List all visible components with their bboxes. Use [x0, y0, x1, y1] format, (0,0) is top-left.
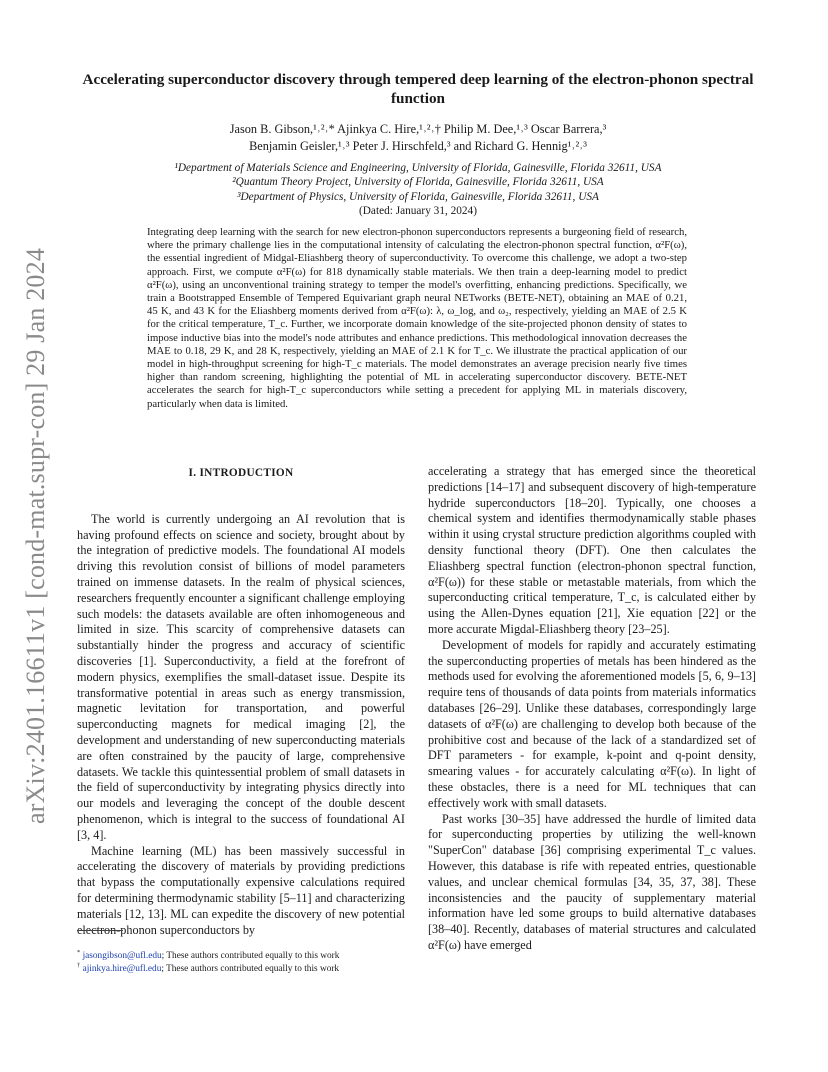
- body-paragraph: Past works [30–35] have addressed the hurdle of limited data for superconducting properties by utilizing the well-known "SuperCon" database [36] comprising experimental T_c values. However, this database is rife with repeated entries, questionable values, and unclear chemical formulas [34, 35, 37, 38]. These inconsistencies and the paucity of supplementary material information have led some groups to build alternative databases [38–40]. Recently, databases of material structures and calculated α²F(ω) have emerged: [428, 811, 756, 952]
- abstract: Integrating deep learning with the search for new electron-phonon superconductors represents a burgeoning field of research, where the primary challenge lies in the computational intensity of calculating the electron-phonon spectral function, α²F(ω), the essential ingredient of Midgal-Eliashberg theory of superconductivity. To overcome this challenge, we adopt a two-step approach. First, we compute α²F(ω) for 818 dynamically stable materials. We then train a deep-learning model to predict α²F(ω), using an unconventional training strategy to temper the model's overfitting, enhancing predictions. Specifically, we train a Bootstrapped Ensemble of Tempered Equivariant graph neural NETworks (BETE-NET), obtaining an MAE of 0.21, 45 K, and 43 K for the Eliashberg moments derived from α²F(ω): λ, ω_log, and ω₂, respectively, yielding an MAE of 2.5 K for the critical temperature, T_c. Further, we incorporate domain knowledge of the site-projected phonon density of states to impose inductive bias into the model's node attributes and enhance predictions. This methodological innovation decreases the MAE to 0.18, 29 K, and 28 K, respectively, yielding an MAE of 2.1 K for T_c. We illustrate the practical application of our model in high-throughput screening for high-T_c materials. The model demonstrates an average precision nearly five times higher than random screening, highlighting the potential of ML in accelerating superconductor discovery. BETE-NET accelerates the search for high-T_c superconductors while setting a precedent for applying ML in materials discovery, particularly when data is limited.: [147, 226, 687, 410]
- body-paragraph: The world is currently undergoing an AI revolution that is having profound effects on science and society, brought about by the integration of predictive models. The foundational AI models driving this revolution consist of billions of model parameters trained on immense datasets. In the realm of physical sciences, researchers frequently encounter a significant challenge employing such models: the datasets available are often inhomogeneous and limited in size. This scarcity of comprehensive datasets can substantially hinder the progress and accuracy of scientific discoveries [1]. Superconductivity, a field at the forefront of modern physics, exemplifies the small-dataset issue. Despite its transformative potential in areas such as energy transmission, magnetic levitation for transportation, and powerful superconducting magnets for medical imaging [2], the development and understanding of new superconducting materials are often constrained by the paucity of large, comprehensive datasets. We tackle this quintessential problem of small datasets in the field of superconductivity by integrating physics directly into our models and leveraging the concept of the double descent phenomenon, which is integral to the success of foundational AI [3, 4].: [77, 511, 405, 842]
- email-link[interactable]: jasongibson@ufl.edu: [82, 951, 162, 961]
- footnote-2: [77, 963, 417, 976]
- arxiv-identifier: [16, 236, 56, 836]
- footnote-mark: †: [77, 962, 81, 970]
- footnote-divider: [77, 930, 123, 931]
- affiliation-2: ²Quantum Theory Project, University of Florida, Gainesville, Florida 32611, USA: [232, 176, 604, 189]
- affiliations: [80, 161, 756, 219]
- left-column: [77, 464, 405, 938]
- footnotes: [77, 950, 417, 977]
- section-heading-introduction: I. INTRODUCTION: [188, 467, 294, 479]
- affiliation-3: ³Department of Physics, University of Florida, Gainesville, Florida 32611, USA: [237, 190, 599, 203]
- body-paragraph: Machine learning (ML) has been massively successful in accelerating the discovery of materials by providing predictions that bypass the computationally expensive calculations required for determining thermodynamic stability [5–11] and characterizing materials [12, 13]. ML can expedite the discovery of new potential electron-phonon superconductors by: [77, 843, 405, 937]
- paper-title: Accelerating superconductor discovery through tempered deep learning of the electron-phonon spectral function: [82, 71, 754, 107]
- body-paragraph: accelerating a strategy that has emerged since the theoretical predictions [14–17] and subsequent discovery of high-temperature hydride superconductors [18–20]. Typically, one chooses a chemical system and identifies thermodynamically stable phases within it using crystal structure prediction algorithms coupled with density functional theory (DFT). One then calculates the Eliashberg spectral function (electron-phonon spectral function, α²F(ω)) for these stable or metastable materials, from which the superconducting critical temperature, T_c, is calculated either by using the Allen-Dynes equation [21], Xie equation [22] or the more accurate Migdal-Eliashberg theory [23–25].: [428, 464, 756, 636]
- footnote-1: [77, 950, 417, 963]
- author-line-1: Jason B. Gibson,¹˒²˒* Ajinkya C. Hire,¹˒²˒† Philip M. Dee,¹˒³ Oscar Barrera,³: [229, 122, 607, 136]
- affiliation-1: ¹Department of Materials Science and Engineering, University of Florida, Gainesville, Florida 32611, USA: [174, 162, 662, 174]
- footnote-text: ; These authors contributed equally to this work: [161, 964, 340, 975]
- date-line: (Dated: January 31, 2024): [359, 205, 477, 218]
- right-column: [428, 464, 756, 954]
- footnote-text: ; These authors contributed equally to this work: [161, 951, 340, 961]
- author-list: [80, 121, 756, 155]
- author-line-2: Benjamin Geisler,¹˒³ Peter J. Hirschfeld,³ and Richard G. Hennig¹˒²˒³: [249, 139, 587, 153]
- arxiv-identifier-text: arXiv:2401.16611v1 [cond-mat.supr-con] 29 Jan 2024: [21, 247, 50, 825]
- body-paragraph: Development of models for rapidly and accurately estimating the superconducting properties of metals has been hindered as the methods used for evolving the aforementioned models [5, 6, 9–13] require tens of thousands of data points from materials informatics databases [26–29]. Unlike these databases, correspondingly large datasets of α²F(ω) are challenging to develop both because of the prohibitive cost and because of the lack of a standardized set of DFT parameters - for example, k-point and q-point density, smearing values - for accurately calculating α²F(ω). In light of these obstacles, there is a need for ML techniques that can effectively work with small datasets.: [428, 637, 756, 810]
- email-link[interactable]: ajinkya.hire@ufl.edu: [82, 964, 162, 975]
- footnote-mark: *: [77, 948, 81, 956]
